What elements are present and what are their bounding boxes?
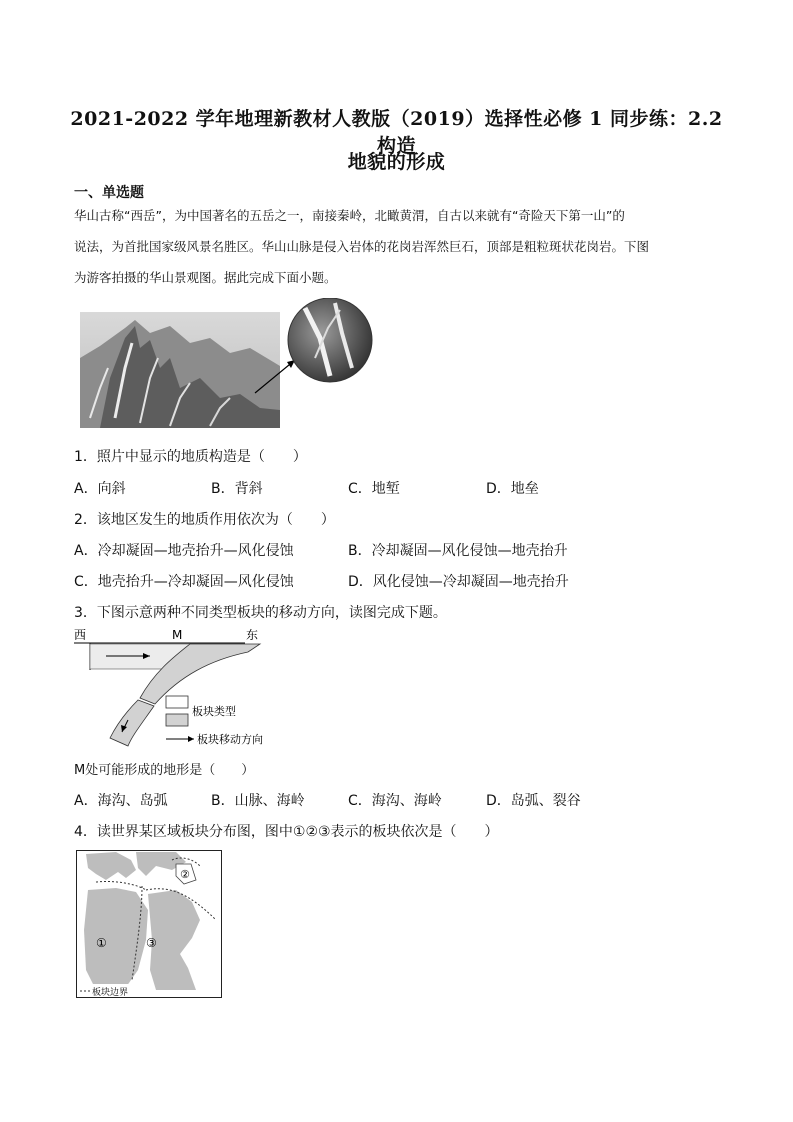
question-3-substem: M处可能形成的地形是（ ）: [74, 763, 255, 778]
label-west: 西: [74, 628, 87, 642]
legend-plate-movement: 板块移动方向: [197, 733, 263, 746]
huashan-photo: [80, 298, 380, 428]
map-legend-boundary: 板块边界: [92, 988, 129, 998]
intro-paragraph: [74, 200, 720, 293]
q3-option-d[interactable]: D．岛弧、裂谷: [486, 793, 581, 809]
q2-option-a[interactable]: A．冷却凝固—地壳抬升—风化侵蚀: [74, 543, 294, 559]
q1-option-c[interactable]: C．地堑: [348, 481, 400, 497]
legend-plate-type: 板块类型: [192, 705, 236, 718]
section-heading: 一、单选题: [74, 185, 144, 201]
map-label-1: ①: [96, 936, 107, 950]
plate-region-map: [76, 850, 222, 998]
intro-line-3: 为游客拍摄的华山景观图。据此完成下面小题。: [74, 270, 337, 285]
question-4-stem: 4．读世界某区域板块分布图，图中①②③表示的板块依次是（ ）: [74, 824, 499, 840]
label-east: 东: [246, 628, 259, 642]
document-title-line2: 地貌的形成: [347, 151, 446, 173]
q2-option-c[interactable]: C．地壳抬升—冷却凝固—风化侵蚀: [74, 574, 294, 590]
question-2-stem: 2．该地区发生的地质作用依次为（ ）: [74, 512, 335, 528]
q2-option-b[interactable]: B．冷却凝固—风化侵蚀—地壳抬升: [348, 543, 568, 559]
q2-option-d[interactable]: D．风化侵蚀—冷却凝固—地壳抬升: [348, 574, 569, 590]
intro-line-1: 华山古称“西岳”，为中国著名的五岳之一，南接秦岭，北瞰黄渭，自古以来就有“奇险天下第一山”的: [74, 208, 625, 223]
q1-option-b[interactable]: B．背斜: [211, 481, 263, 497]
q3-option-c[interactable]: C．海沟、海岭: [348, 793, 442, 809]
label-m: M: [172, 628, 183, 642]
map-label-2: ②: [180, 868, 190, 881]
document-title-line1: 2021-2022 学年地理新教材人教版（2019）选择性必修 1 同步练：2.2 构造: [70, 108, 723, 157]
q3-option-a[interactable]: A．海沟、岛弧: [74, 793, 168, 809]
question-3-stem: 3．下图示意两种不同类型板块的移动方向，读图完成下题。: [74, 605, 447, 621]
q1-option-d[interactable]: D．地垒: [486, 481, 539, 497]
map-label-3: ③: [146, 936, 157, 950]
intro-line-2: 说法，为首批国家级风景名胜区。华山山脉是侵入岩体的花岗岩浑然巨石，顶部是粗粒斑状花岗岩。下图: [74, 239, 650, 254]
question-1-stem: 1．照片中显示的地质构造是（ ）: [74, 449, 307, 465]
q3-option-b[interactable]: B．山脉、海岭: [211, 793, 305, 809]
q1-option-a[interactable]: A．向斜: [74, 481, 126, 497]
plate-movement-diagram: [70, 626, 280, 750]
